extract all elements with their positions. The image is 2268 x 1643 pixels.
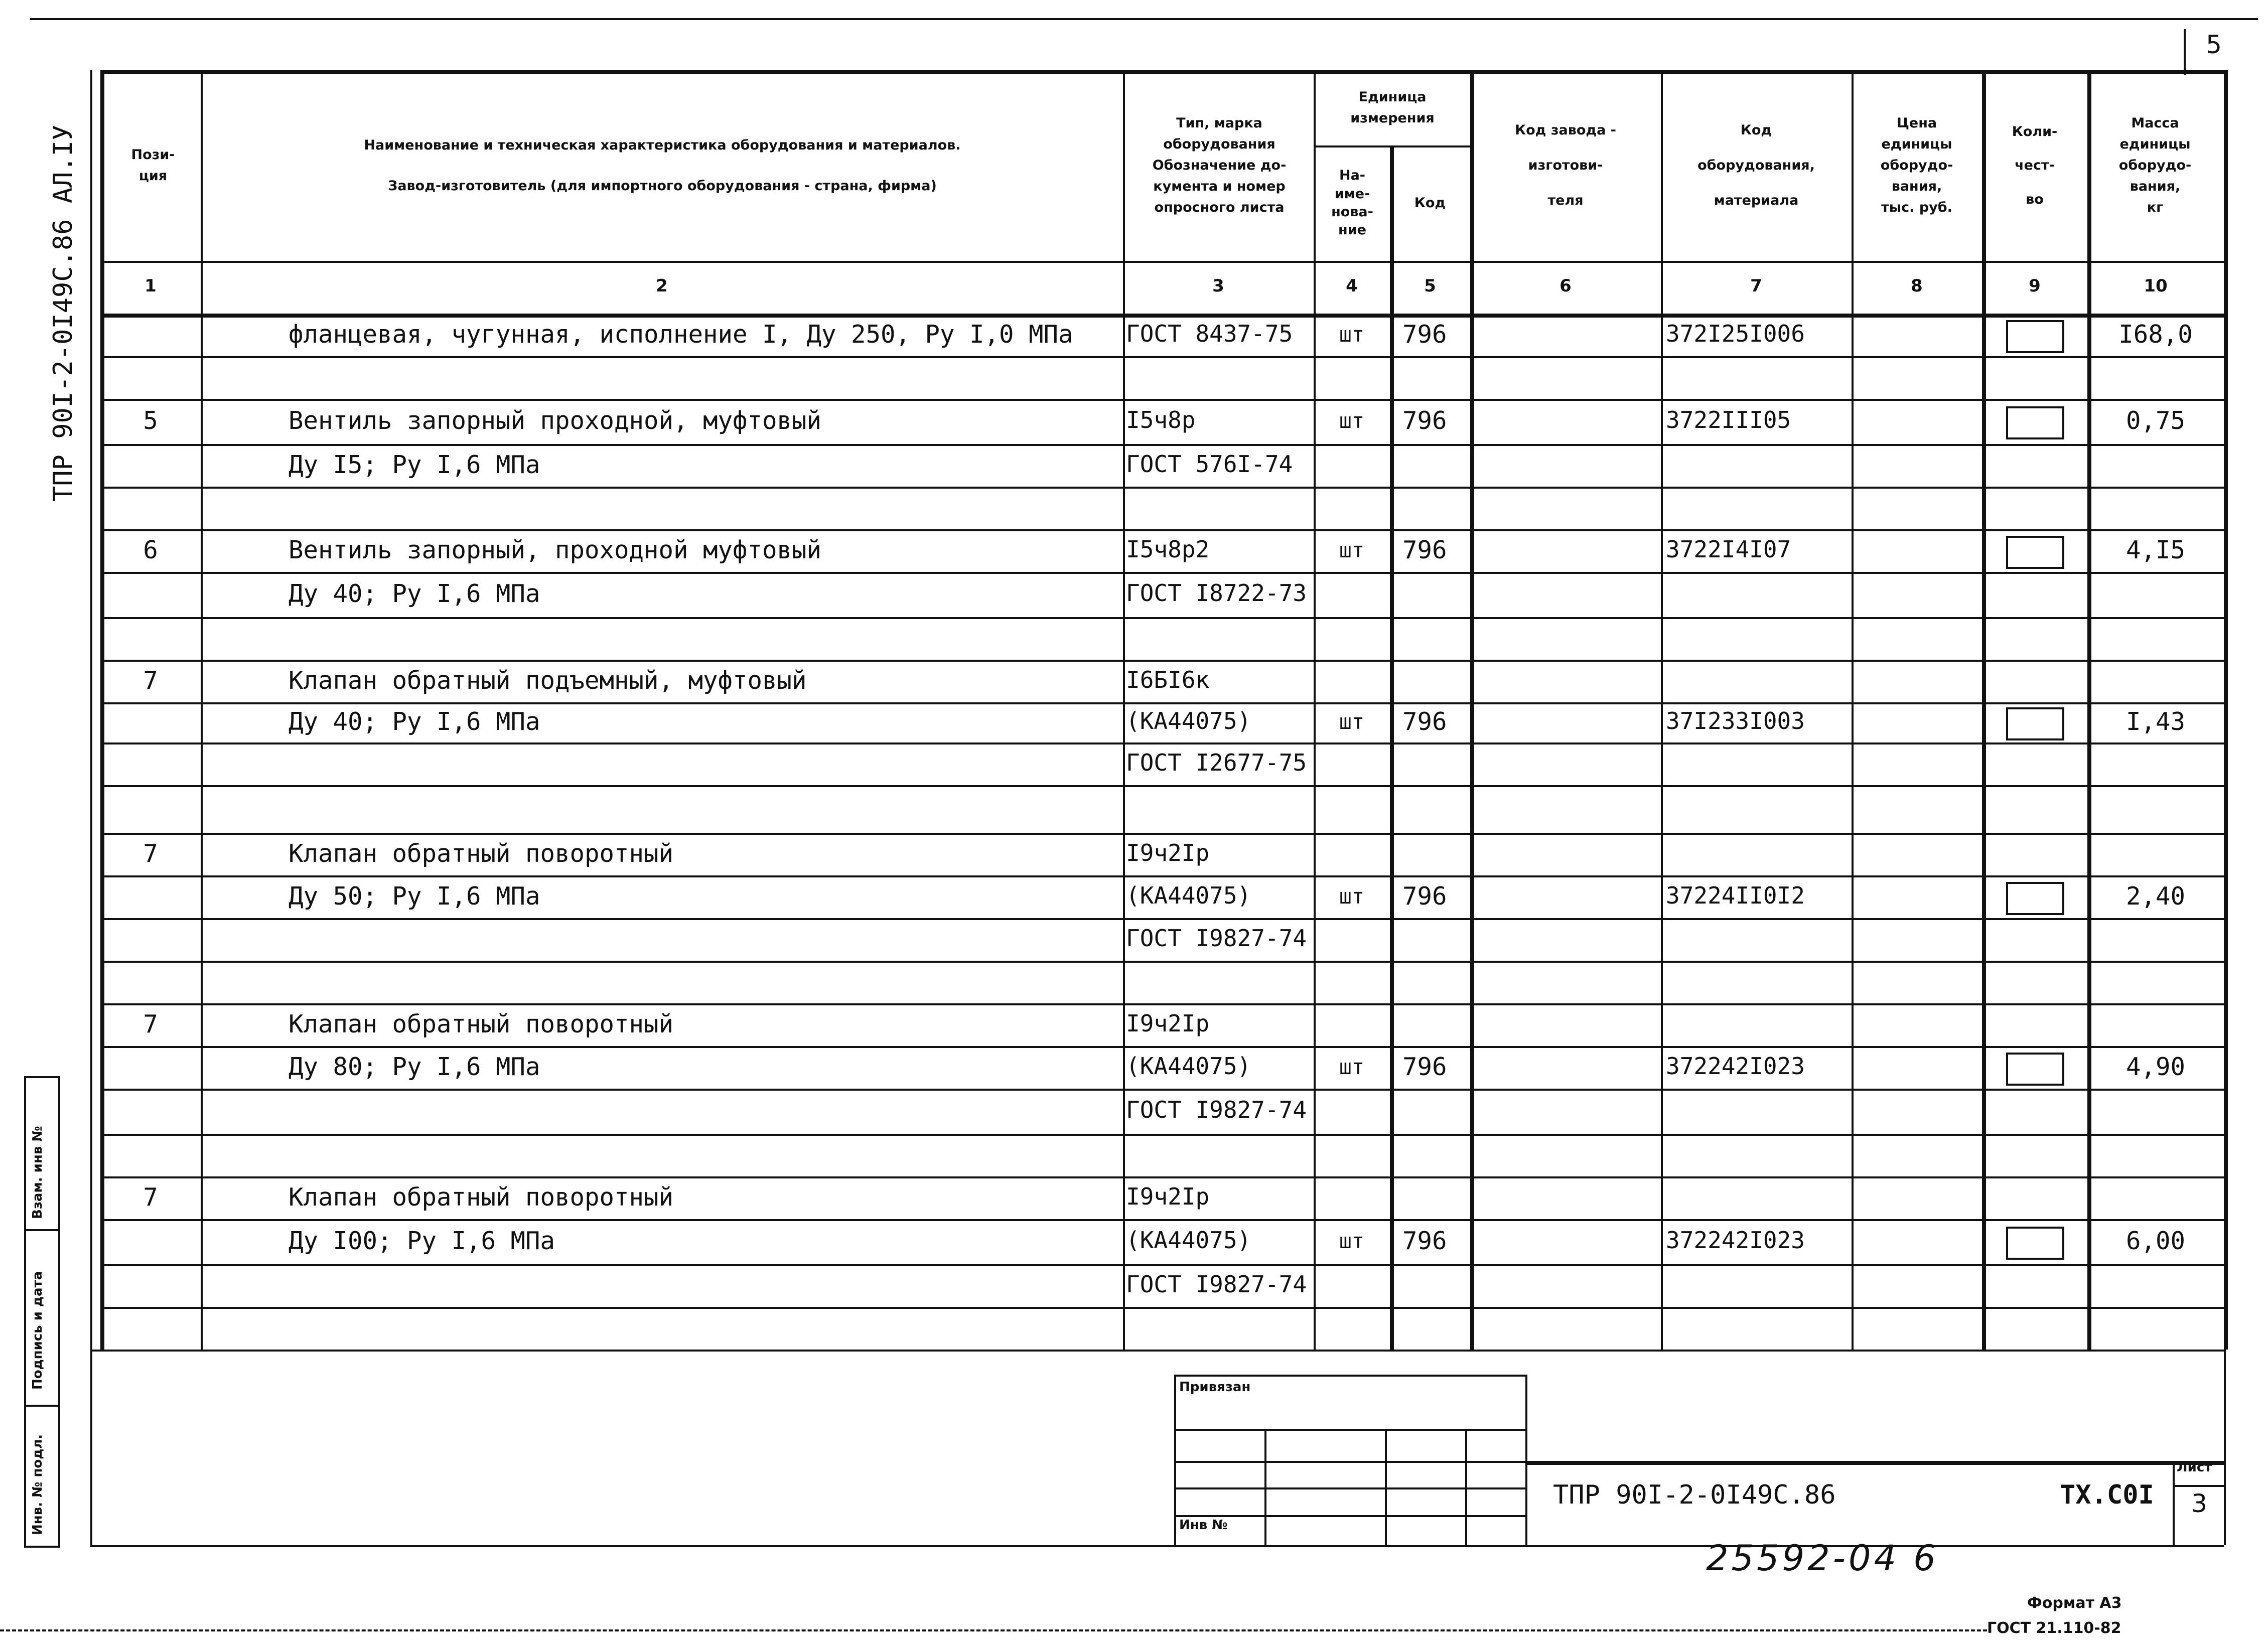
- column-line: [1852, 70, 1854, 1350]
- column-line: [2224, 70, 2228, 1350]
- row-line: [100, 617, 2224, 619]
- row-line: [100, 875, 2224, 877]
- column-number: 4: [1346, 276, 1358, 296]
- row-unit: шт: [1339, 1054, 1365, 1079]
- row-line: [100, 444, 2224, 446]
- row-type: I9ч2Iр: [1126, 839, 1210, 866]
- column-number: 5: [1424, 276, 1436, 296]
- top-rule: [30, 18, 2258, 20]
- row-equipment-code: 37224II0I2: [1666, 881, 1805, 909]
- row-type: (КА44075): [1126, 1052, 1251, 1080]
- row-name: фланцевая, чугунная, исполнение I, Ду 250, Ру I,0 МПа: [289, 320, 1073, 349]
- row-unit-code: 796: [1402, 320, 1447, 349]
- row-equipment-code: 372I25I006: [1666, 320, 1805, 347]
- table-top-border: [100, 70, 2224, 74]
- row-position: 7: [143, 1182, 158, 1212]
- row-name: Ду 80; Ру I,6 МПа: [289, 1052, 540, 1081]
- row-position: 7: [143, 1009, 158, 1038]
- sheet-number-top: 5: [2206, 30, 2222, 59]
- row-type: I5ч8р: [1126, 406, 1196, 433]
- row-type: (КА44075): [1126, 707, 1251, 734]
- row-line: [100, 572, 2224, 574]
- row-type: ГОСТ I2677-75: [1126, 749, 1307, 776]
- row-line: [100, 785, 2224, 787]
- quantity-box[interactable]: [2006, 1227, 2064, 1260]
- row-equipment-code: 372242I023: [1666, 1052, 1805, 1080]
- row-unit: шт: [1339, 537, 1365, 562]
- row-type: ГОСТ I8722-73: [1126, 579, 1307, 607]
- column-number: 1: [145, 276, 157, 296]
- row-line: [100, 702, 2224, 704]
- header-name: Наименование и техническая характеристика оборудования и материалов. Завод-изготовитель (для импортного оборудования - страна, фирма): [364, 137, 961, 194]
- row-line: [100, 1003, 2224, 1005]
- row-line: [100, 1046, 2224, 1048]
- format-label: Формат А3: [2027, 1594, 2122, 1612]
- side-stamp-divider: [24, 1229, 58, 1231]
- row-unit-code: 796: [1402, 1227, 1447, 1255]
- row-line: [100, 660, 2224, 662]
- side-stamp-inv-original: Инв. № подл.: [30, 1434, 45, 1535]
- row-type: I5ч8р2: [1126, 535, 1210, 563]
- sheet-cell-line: [2173, 1485, 2224, 1487]
- table-bottom-line: [90, 1350, 2224, 1352]
- row-type: (КА44075): [1126, 881, 1251, 909]
- row-mass: I,43: [2125, 707, 2185, 736]
- stamp-sheet-number: 3: [2191, 1489, 2207, 1518]
- row-unit-code: 796: [1402, 406, 1447, 435]
- row-unit: шт: [1339, 883, 1365, 909]
- column-line: [1661, 70, 1663, 1350]
- row-unit: шт: [1339, 322, 1365, 347]
- frame-left-line: [90, 70, 92, 1545]
- stamp-line: [1264, 1429, 1266, 1545]
- row-equipment-code: 3722III05: [1666, 406, 1791, 433]
- column-line: [1470, 70, 1474, 1350]
- stamp-document-code: ТПР 90I-2-0I49С.86: [1553, 1480, 1836, 1510]
- stamp-line: [1525, 1375, 1527, 1545]
- row-unit-code: 796: [1402, 1052, 1447, 1081]
- column-line: [1314, 70, 1316, 1350]
- bottom-dashed-rule: [0, 1629, 1987, 1631]
- row-mass: 0,75: [2125, 406, 2185, 435]
- row-line: [100, 1089, 2224, 1091]
- row-line: [100, 833, 2224, 835]
- stamp-line: [1174, 1487, 1525, 1489]
- stamp-sheet-label: Лист: [2177, 1460, 2212, 1475]
- row-line: [100, 961, 2224, 963]
- header-unit: Единица измерения: [1350, 89, 1435, 126]
- row-type: I6БI6к: [1126, 666, 1210, 693]
- row-line: [100, 1134, 2224, 1136]
- inv-no-label: Инв №: [1179, 1518, 1228, 1533]
- frame-right-line: [2224, 1350, 2226, 1545]
- row-name: Ду I5; Ру I,6 МПа: [289, 450, 540, 479]
- side-stamp-inv-replaced: Взам. инв №: [30, 1126, 45, 1219]
- row-name: Клапан обратный поворотный: [289, 839, 674, 868]
- column-line: [1390, 145, 1394, 1350]
- row-name: Ду 40; Ру I,6 МПа: [289, 707, 540, 736]
- row-mass: 2,40: [2125, 881, 2185, 911]
- header-plant-code: Код завода - изготови- теля: [1515, 122, 1616, 209]
- number-row-bottom-line: [100, 314, 2224, 318]
- row-mass: 4,I5: [2125, 535, 2185, 564]
- row-line: [100, 356, 2224, 358]
- header-equipment-code: Код оборудования, материала: [1697, 122, 1815, 209]
- quantity-box[interactable]: [2006, 707, 2064, 740]
- row-type: ГОСТ I9827-74: [1126, 924, 1307, 952]
- row-type: ГОСТ I9827-74: [1126, 1096, 1307, 1123]
- column-number: 8: [1911, 276, 1923, 296]
- row-position: 6: [143, 535, 158, 564]
- row-unit: шт: [1339, 709, 1365, 734]
- stamp-line: [1174, 1461, 1525, 1463]
- row-mass: I68,0: [2118, 320, 2193, 349]
- column-line: [100, 70, 104, 1350]
- row-type: (КА44075): [1126, 1227, 1251, 1254]
- row-unit: шт: [1339, 408, 1365, 433]
- column-line: [1982, 70, 1986, 1350]
- row-equipment-code: 372242I023: [1666, 1227, 1805, 1254]
- row-line: [100, 742, 2224, 744]
- quantity-box[interactable]: [2006, 536, 2064, 569]
- side-document-code: ТПР 90I-2-0I49С.86 АЛ.IУ: [48, 124, 78, 502]
- row-line: [100, 1176, 2224, 1178]
- header-price: Цена единицы оборудо- вания, тыс. руб.: [1880, 115, 1953, 215]
- row-mass: 4,90: [2125, 1052, 2185, 1081]
- row-line: [100, 487, 2224, 489]
- row-name: Клапан обратный поворотный: [289, 1009, 674, 1038]
- row-type: ГОСТ 8437-75: [1126, 320, 1293, 347]
- header-unit-code: Код: [1414, 195, 1446, 211]
- header-unit-name: На- име- нова- ние: [1331, 168, 1373, 238]
- column-line: [1123, 70, 1125, 1350]
- row-name: Вентиль запорный проходной, муфтовый: [289, 406, 822, 435]
- row-line: [100, 918, 2224, 920]
- header-type: Тип, марка оборудования Обозначение до- кумента и номер опросного листа: [1152, 115, 1287, 215]
- row-name: Ду 50; Ру I,6 МПа: [289, 881, 540, 911]
- row-unit-code: 796: [1402, 535, 1447, 564]
- side-stamp-signature-date: Подпись и дата: [30, 1271, 45, 1390]
- column-number: 9: [2029, 276, 2041, 296]
- stamp-mark: ТХ.С0I: [2060, 1480, 2154, 1510]
- stamp-line: [1174, 1515, 1525, 1517]
- stamp-line: [1174, 1375, 1525, 1377]
- row-name: Клапан обратный подъемный, муфтовый: [289, 666, 807, 695]
- quantity-box[interactable]: [2006, 320, 2064, 353]
- row-unit: шт: [1339, 1229, 1365, 1253]
- row-name: Клапан обратный поворотный: [289, 1182, 674, 1212]
- row-name: Вентиль запорный, проходной муфтовый: [289, 535, 822, 564]
- row-unit-code: 796: [1402, 881, 1447, 911]
- column-number: 6: [1560, 276, 1572, 296]
- quantity-box[interactable]: [2006, 406, 2064, 439]
- row-line: [100, 399, 2224, 401]
- row-mass: 6,00: [2125, 1227, 2185, 1255]
- stamp-line: [1385, 1429, 1387, 1545]
- side-stamp-divider: [24, 1405, 58, 1407]
- row-position: 7: [143, 666, 158, 695]
- row-type: ГОСТ 576I-74: [1126, 450, 1293, 478]
- stamp-line: [1174, 1375, 1176, 1545]
- gost-footer: ГОСТ 21.110-82: [1987, 1619, 2121, 1637]
- row-line: [100, 529, 2224, 531]
- row-position: 5: [143, 406, 158, 435]
- stamp-line: [1174, 1429, 1525, 1431]
- row-unit-code: 796: [1402, 707, 1447, 736]
- sheet-box-left: [2184, 29, 2186, 75]
- row-name: Ду I00; Ру I,6 МПа: [289, 1227, 555, 1255]
- row-line: [100, 1307, 2224, 1309]
- row-equipment-code: 37I233I003: [1666, 707, 1805, 734]
- handwritten-number: 25592-04 6: [1706, 1538, 1939, 1579]
- header-position: Пози- ция: [131, 147, 175, 184]
- header-bottom-line: [100, 261, 2224, 263]
- row-equipment-code: 3722I4I07: [1666, 535, 1791, 563]
- stamp-line: [1465, 1429, 1467, 1545]
- column-number: 2: [656, 276, 668, 296]
- column-number: 7: [1750, 276, 1762, 296]
- title-block-top: [1525, 1461, 2224, 1465]
- row-position: 7: [143, 839, 158, 868]
- header-mass: Масса единицы оборудо- вания, кг: [2118, 115, 2192, 215]
- row-line: [100, 1219, 2224, 1221]
- quantity-box[interactable]: [2006, 882, 2064, 915]
- quantity-box[interactable]: [2006, 1053, 2064, 1086]
- column-number: 3: [1212, 276, 1224, 296]
- row-type: ГОСТ I9827-74: [1126, 1270, 1307, 1298]
- sheet-cell-line: [2173, 1461, 2175, 1545]
- row-name: Ду 40; Ру I,6 МПа: [289, 579, 540, 608]
- row-type: I9ч2Iр: [1126, 1009, 1210, 1037]
- privyazan-label: Привязан: [1179, 1380, 1251, 1395]
- row-line: [100, 1264, 2224, 1266]
- header-quantity: Коли- чест- во: [2012, 123, 2058, 207]
- column-line: [201, 70, 203, 1350]
- column-number: 10: [2144, 276, 2168, 296]
- row-type: I9ч2Iр: [1126, 1182, 1210, 1210]
